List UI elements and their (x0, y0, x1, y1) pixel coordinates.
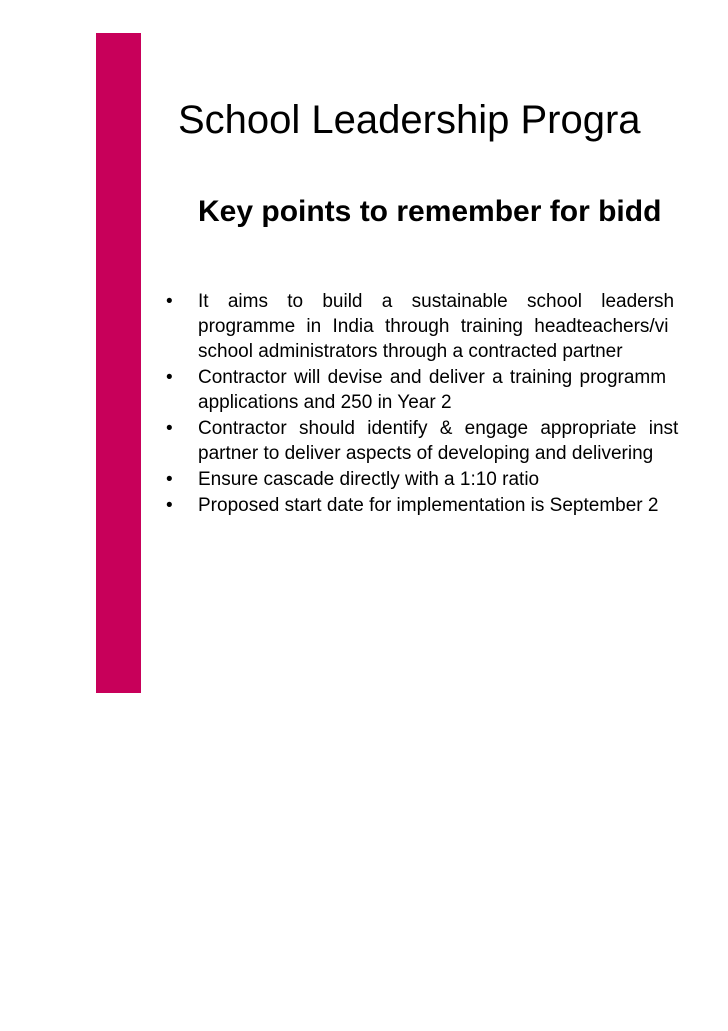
bullet-line: Ensure cascade directly with a 1:10 ratio (198, 469, 540, 490)
bullet-item (160, 493, 678, 518)
bullet-icon: • (166, 418, 173, 439)
bullet-icon: • (166, 291, 173, 312)
bullet-line: applications and 250 in Year 2 (198, 392, 452, 413)
bullet-icon: • (166, 495, 173, 516)
bullet-line: school administrators through a contracted partner (198, 341, 623, 362)
bullet-item (160, 467, 678, 492)
bullet-line: Contractor should identify & engage appropriate inst (198, 418, 679, 439)
bullet-line: Proposed start date for implementation is September 2 (198, 495, 659, 516)
slide-subtitle: Key points to remember for bidd (198, 195, 662, 228)
bullet-line: It aims to build a sustainable school leadersh (198, 291, 675, 312)
bullet-line: Contractor will devise and deliver a training programm (198, 367, 667, 388)
bullet-icon: • (166, 367, 173, 388)
bullet-item (160, 289, 678, 364)
bullet-icon: • (166, 469, 173, 490)
bullet-line: programme in India through training headteachers/vi (198, 316, 669, 337)
bullet-item (160, 416, 678, 466)
accent-bar (96, 33, 141, 693)
bullet-line: partner to deliver aspects of developing and delivering (198, 443, 654, 464)
slide-title: School Leadership Progra (178, 98, 641, 142)
bullet-list (160, 289, 678, 519)
bullet-item (160, 365, 678, 415)
